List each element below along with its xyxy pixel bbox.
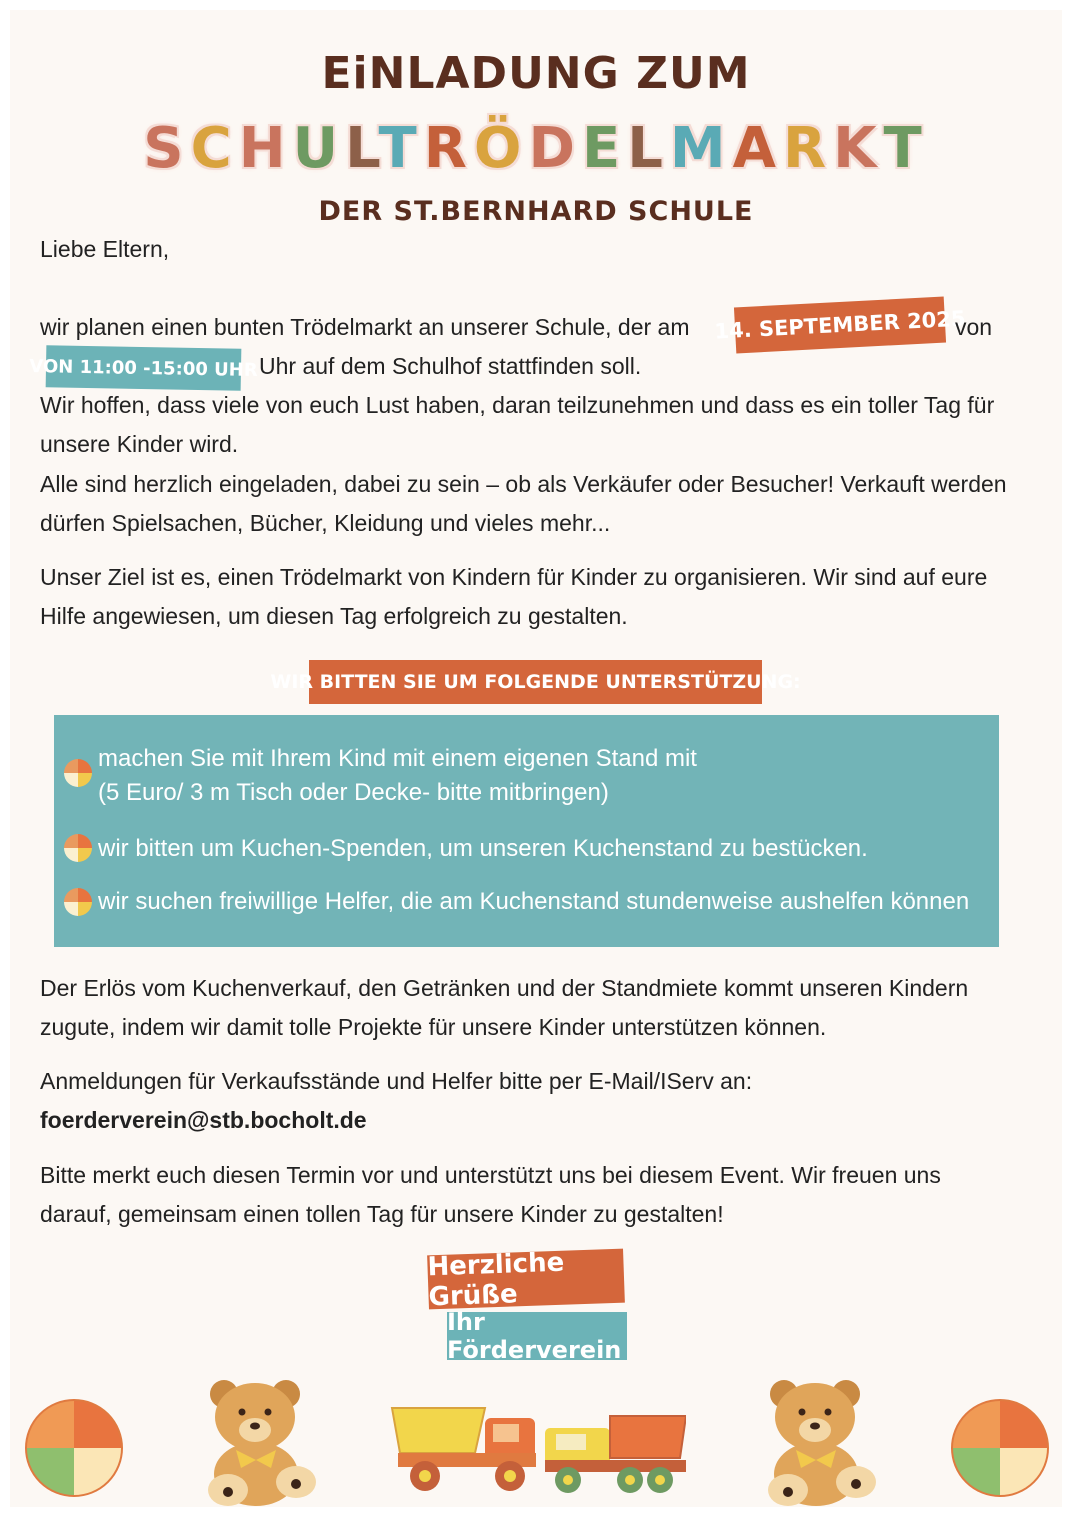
teddy-bear-icon bbox=[196, 1372, 326, 1507]
support-box bbox=[54, 715, 999, 947]
title-letter: R bbox=[423, 116, 474, 181]
title-letter: U bbox=[292, 116, 346, 181]
ball-bullet-icon bbox=[64, 834, 92, 862]
support-heading: WIR BITTEN SIE UM FOLGENDE UNTERSTÜTZUNG: bbox=[309, 660, 762, 704]
intro-von: von bbox=[955, 314, 993, 340]
proceeds-line-1: Der Erlös vom Kuchenverkauf, den Getränken und der Standmiete kommt unseren Kindern bbox=[40, 975, 969, 1001]
title-line-1: EiNLADUNG ZUM bbox=[321, 48, 751, 99]
toy-trucks-icon bbox=[390, 1398, 686, 1498]
title-letter: T bbox=[883, 116, 929, 181]
ball-icon bbox=[950, 1398, 1050, 1498]
teddy-bear-icon bbox=[756, 1372, 886, 1507]
title-letter: K bbox=[833, 116, 884, 181]
time-badge: VON 11:00 -15:00 UHR bbox=[46, 345, 242, 390]
support-item-1a: machen Sie mit Ihrem Kind mit einem eigenen Stand mit bbox=[98, 745, 697, 772]
title-letter: R bbox=[782, 116, 834, 181]
greeting-sign: Herzliche Grüße bbox=[427, 1249, 625, 1310]
closing-line-2: darauf, gemeinsam einen tollen Tag für unsere Kinder zu gestalten! bbox=[40, 1201, 724, 1227]
ball-bullet-icon bbox=[64, 888, 92, 916]
title-letter: L bbox=[627, 116, 670, 181]
registration-line: Anmeldungen für Verkaufsstände und Helfer bitte per E-Mail/IServ an: bbox=[40, 1068, 753, 1094]
intro-line-3: Wir hoffen, dass viele von euch Lust haben, daran teilzunehmen und dass es ein toller Tag für bbox=[40, 392, 995, 418]
registration-email[interactable]: foerderverein@stb.bocholt.de bbox=[40, 1107, 367, 1133]
support-item-2: wir bitten um Kuchen-Spenden, um unseren Kuchenstand zu bestücken. bbox=[98, 835, 868, 862]
title-letter: L bbox=[345, 116, 379, 181]
title-letter: S bbox=[143, 116, 191, 181]
intro-line-5: Alle sind herzlich eingeladen, dabei zu sein – ob als Verkäufer oder Besucher! Verkauft werden bbox=[40, 471, 1007, 497]
title-letter: D bbox=[528, 116, 582, 181]
title-letter: C bbox=[190, 116, 239, 181]
title-schultroedelmarkt bbox=[10, 116, 1062, 181]
date-badge: 14. SEPTEMBER 2025 bbox=[734, 297, 946, 354]
ball-icon bbox=[24, 1398, 124, 1498]
title-letter: Ö bbox=[473, 116, 529, 181]
greeting: Liebe Eltern, bbox=[40, 236, 170, 262]
title-letter: T bbox=[378, 116, 424, 181]
intro-line-4: unsere Kinder wird. bbox=[40, 431, 239, 457]
title-school-name: DER ST.BERNHARD SCHULE bbox=[318, 196, 754, 227]
title-letter: E bbox=[581, 116, 628, 181]
title-letter: A bbox=[732, 116, 783, 181]
proceeds-line-2: zugute, indem wir damit tolle Projekte für unsere Kinder unterstützen können. bbox=[40, 1014, 827, 1040]
intro-line-1: wir planen einen bunten Trödelmarkt an unserer Schule, der am bbox=[40, 314, 690, 340]
title-letter: H bbox=[238, 116, 293, 181]
intro-line-6: dürfen Spielsachen, Bücher, Kleidung und vieles mehr... bbox=[40, 510, 611, 536]
support-item-3: wir suchen freiwillige Helfer, die am Kuchenstand stundenweise aushelfen können bbox=[98, 888, 970, 915]
support-item-1b: (5 Euro/ 3 m Tisch oder Decke- bitte mitbringen) bbox=[98, 779, 609, 806]
title-letter: M bbox=[669, 116, 733, 181]
signature-sign: Ihr Förderverein bbox=[447, 1312, 627, 1360]
goal-line-1: Unser Ziel ist es, einen Trödelmarkt von Kindern für Kinder zu organisieren. Wir sind auf eure bbox=[40, 564, 988, 590]
invitation-page bbox=[10, 10, 1062, 1507]
goal-line-2: Hilfe angewiesen, um diesen Tag erfolgreich zu gestalten. bbox=[40, 603, 628, 629]
ball-bullet-icon bbox=[64, 759, 92, 787]
intro-line-2: Uhr auf dem Schulhof stattfinden soll. bbox=[259, 353, 642, 379]
closing-line-1: Bitte merkt euch diesen Termin vor und unterstützt uns bei diesem Event. Wir freuen uns bbox=[40, 1162, 941, 1188]
